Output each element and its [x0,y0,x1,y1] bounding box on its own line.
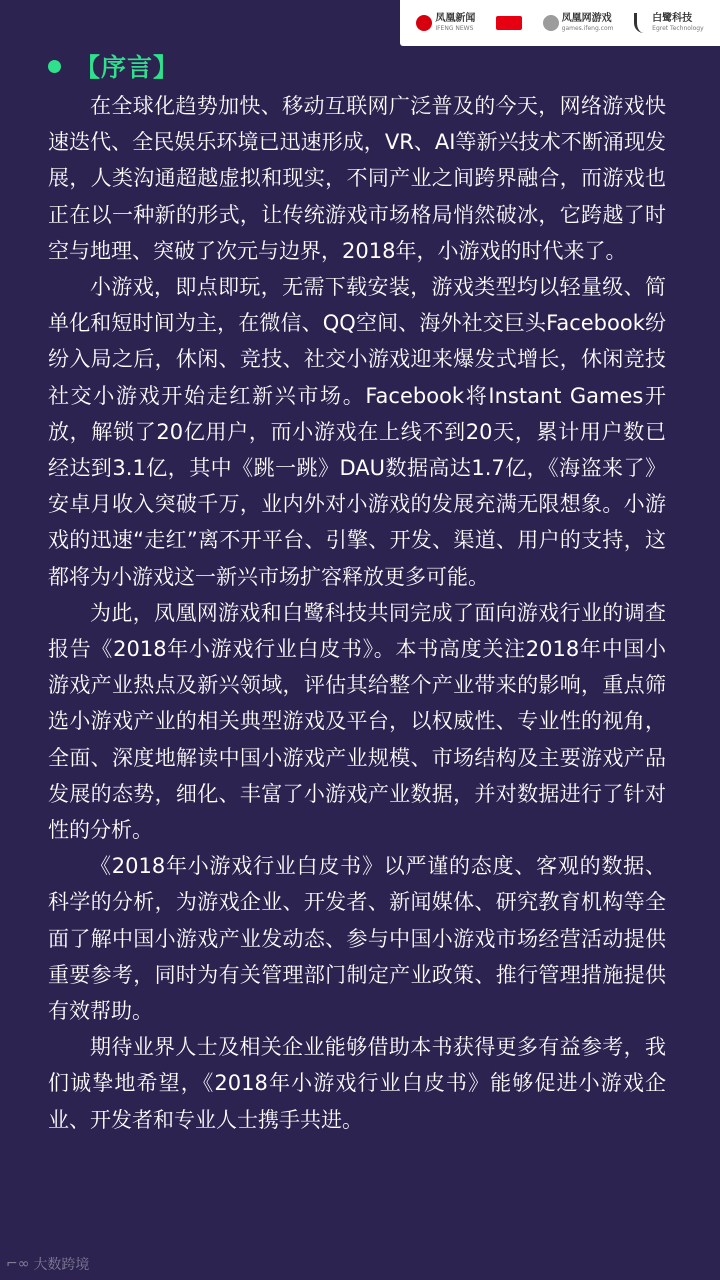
ifeng-client-icon [496,16,522,30]
logo-main-text: 凤凰网游戏 [561,13,612,24]
paragraph: 为此，凤凰网游戏和白鹭科技共同完成了面向游戏行业的调查报告《2018年小游戏行业白皮书》。本书高度关注2018年中国小游戏产业热点及新兴领域，评估其给整个产业带来的影响，重点筛选小游戏产业的相关典型游戏及平台，以权威性、专业性的视角，全面、深度地解读中国小游戏产业规模、市场结构及主要游戏产品发展的态势，细化、丰富了小游戏产业数据，并对数据进行了针对性的分析。 [48,600,666,843]
egret-bird-icon [634,13,649,33]
watermark-text: 大数跨境 [33,1257,90,1273]
paragraph: 期待业界人士及相关企业能够借助本书获得更多有益参考，我们诚挚地希望，《2018年小游戏行业白皮书》能够促进小游戏企业、开发者和专业人士携手共进。 [48,1035,666,1132]
watermark [6,1254,89,1274]
logo-sub-text: IFENG NEWS [435,25,474,32]
heading-title: 【序言】 [75,53,180,82]
logo-main-text: 白鹭科技 [652,13,693,24]
ifeng-client-logo [496,16,522,30]
ifeng-games-icon [543,15,559,31]
section-heading [48,48,179,84]
logo-sub-text: games.ifeng.com [561,25,614,32]
paragraph: 《2018年小游戏行业白皮书》以严谨的态度、客观的数据、科学的分析，为游戏企业、开发者、新闻媒体、研究教育机构等全面了解中国小游戏产业发动态、参与中国小游戏市场经营活动提供重要参考，同时为有关管理部门制定产业政策、推行管理措施提供有效帮助。 [48,854,666,1024]
paragraph: 小游戏，即点即玩，无需下载安装，游戏类型均以轻量级、简单化和短时间为主，在微信、QQ空间、海外社交巨头Facebook纷纷入局之后，休闲、竞技、社交小游戏迎来爆发式增长，休闲竞技社交小游戏开始走红新兴市场。Facebook将Instant Games开放，解锁了20亿用户，而小游戏在上线不到20天，累计用户数已经达到3.1亿，其中《跳一跳》DAU数据高达1.7亿，《海盗来了》安卓月收入突破千万，业内外对小游戏的发展充满无限想象。小游戏的迅速“走红”离不开平台、引擎、开发、渠道、用户的支持，这都将为小游戏这一新兴市场扩容释放更多可能。 [48,275,666,589]
paragraph: 在全球化趋势加快、移动互联网广泛普及的今天，网络游戏快速迭代、全民娱乐环境已迅速形成，VR、AI等新兴技术不断涌现发展，人类沟通超越虚拟和现实，不同产业之间跨界融合，而游戏也正在以一种新的形式，让传统游戏市场格局悄然破冰，它跨越了时空与地理、突破了次元与边界，2018年，小游戏的时代来了。 [48,94,666,263]
logo-main-text: 凤凰新闻 [435,13,476,24]
egret-logo [634,13,704,33]
ifeng-phoenix-icon [416,15,432,31]
partner-logo-bar [400,0,720,46]
ifeng-games-logo [543,14,614,32]
bullet-dot-icon [48,60,61,73]
logo-sub-text: Egret Technology [652,25,704,32]
ifeng-news-logo [416,14,475,32]
preface-body [48,88,666,1138]
watermark-logo-icon: ⌐∞ [6,1256,30,1272]
